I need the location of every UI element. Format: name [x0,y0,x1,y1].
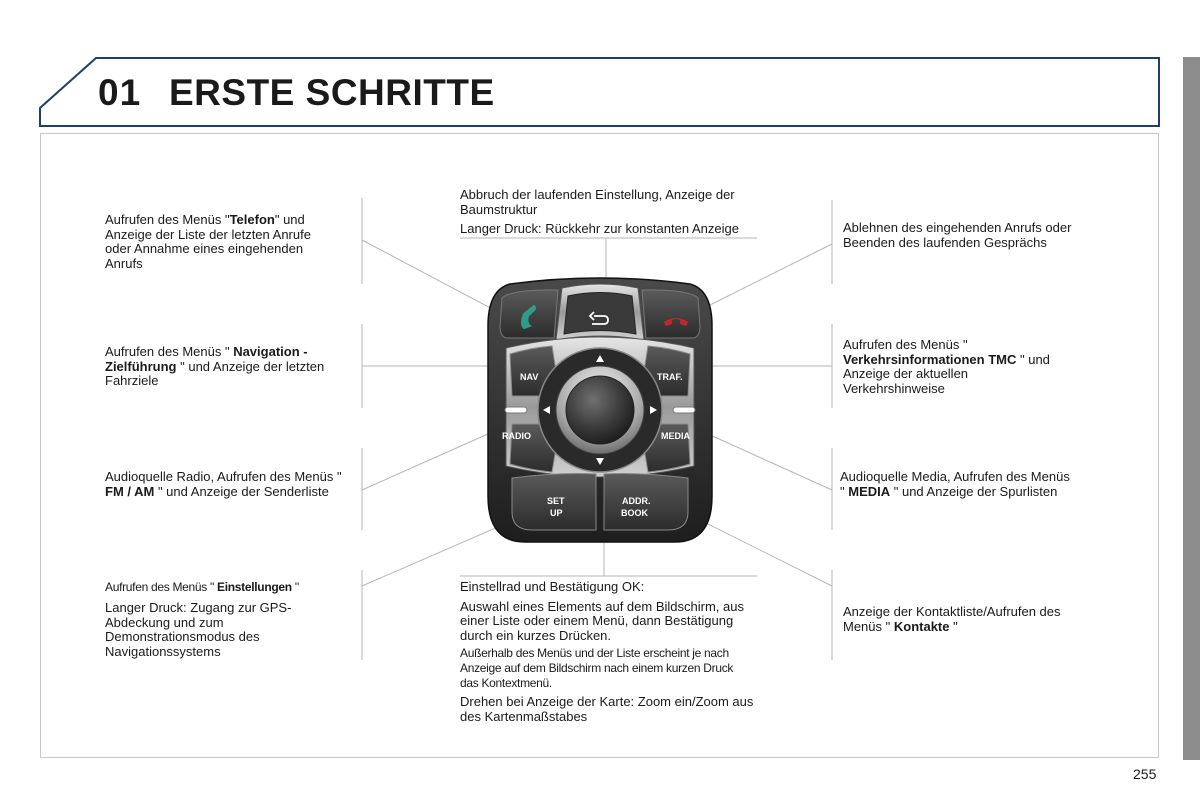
nav-button-label: NAV [520,372,539,382]
hangup-annotation [843,221,1073,250]
contacts-text-pre: Anzeige der Kontaktliste/Aufrufen des Menüs " [843,604,1061,634]
setup-button-label-1: SET [547,496,565,506]
dash-icon [673,407,695,413]
radio-annotation [105,470,345,499]
navigation-text-pre: Aufrufen des Menüs " [105,344,234,359]
navigation-annotation [105,345,355,389]
chapter-title: ERSTE SCHRITTE [169,72,495,113]
page-number: 255 [1133,766,1157,782]
traffic-text-bold: Verkehrsinformationen TMC [843,351,1017,367]
back-long-press-text: Langer Druck: Rückkehr zur konstanten Anzeige [460,221,739,236]
addrbook-button-label-2: BOOK [621,508,648,518]
telefon-text-pre: Aufrufen des Menüs " [105,212,230,227]
addrbook-button-label-1: ADDR. [622,496,651,506]
setup-button-label-2: UP [550,508,563,518]
media-button-label: MEDIA [661,431,690,441]
einstellungen-long-press-text: Langer Druck: Zugang zur GPS-Abdeckung und zum Demonstrationsmodus des Navigationssystems [105,600,292,659]
traf-button-label: TRAF. [657,372,683,382]
back-text: Abbruch der laufenden Einstellung, Anzeige der Baumstruktur [460,187,735,217]
media-text-post: " und Anzeige der Spurlisten [890,483,1058,499]
chapter-number: 01 [98,72,142,113]
traffic-annotation [843,338,1073,396]
radio-text-post: " und Anzeige der Senderliste [154,483,329,499]
wheel-annotation [460,580,760,724]
back-annotation [460,188,760,237]
contacts-text-bold: Kontakte [893,618,950,634]
wheel-context-text: Außerhalb des Menüs und der Liste erscheint je nach Anzeige auf dem Bildschirm nach einem kurzen Druck das Kontextmenü. [460,646,734,690]
hangup-text: Ablehnen des eingehenden Anrufs oder Beenden des laufenden Gesprächs [843,220,1072,250]
einstellungen-annotation [105,580,335,659]
radio-button-label: RADIO [502,431,531,441]
navigation-text-bold: Navigation - Zielführung [105,344,308,374]
media-annotation [840,470,1070,499]
einstellungen-text-pre: Aufrufen des Menüs " [105,580,218,594]
einstellungen-text-bold: Einstellungen [217,580,292,594]
telefon-text-post: " und Anzeige der Liste der letzten Anrufe oder Annahme eines eingehenden Anrufs [105,212,311,271]
navigation-text-post: " und Anzeige der letzten Fahrziele [105,358,325,388]
traffic-text-post: " und Anzeige der aktuellen Verkehrshinweise [843,351,1050,396]
controller-illustration [480,276,720,546]
contacts-text-post: " [949,618,958,634]
dash-icon [505,407,527,413]
wheel-select-text: Auswahl eines Elements auf dem Bildschirm, aus einer Liste oder einem Menü, dann Bestätigung durch ein kurzes Drücken. [460,598,744,643]
wheel-title: Einstellrad und Bestätigung OK: [460,579,645,594]
media-text-bold: MEDIA [848,483,891,499]
contacts-annotation [843,605,1093,634]
traffic-text-pre: Aufrufen des Menüs " [843,337,968,352]
radio-text-bold: FM / AM [105,483,155,499]
einstellungen-text-post: " [291,580,299,594]
media-text-pre: Audioquelle Media, Aufrufen des Menüs " [840,469,1070,499]
telefon-text-bold: Telefon [229,212,275,227]
radio-text-pre: Audioquelle Radio, Aufrufen des Menüs " [105,469,342,484]
telefon-annotation [105,213,335,271]
wheel-zoom-text: Drehen bei Anzeige der Karte: Zoom ein/Zoom aus des Kartenmaßstabes [460,694,754,724]
